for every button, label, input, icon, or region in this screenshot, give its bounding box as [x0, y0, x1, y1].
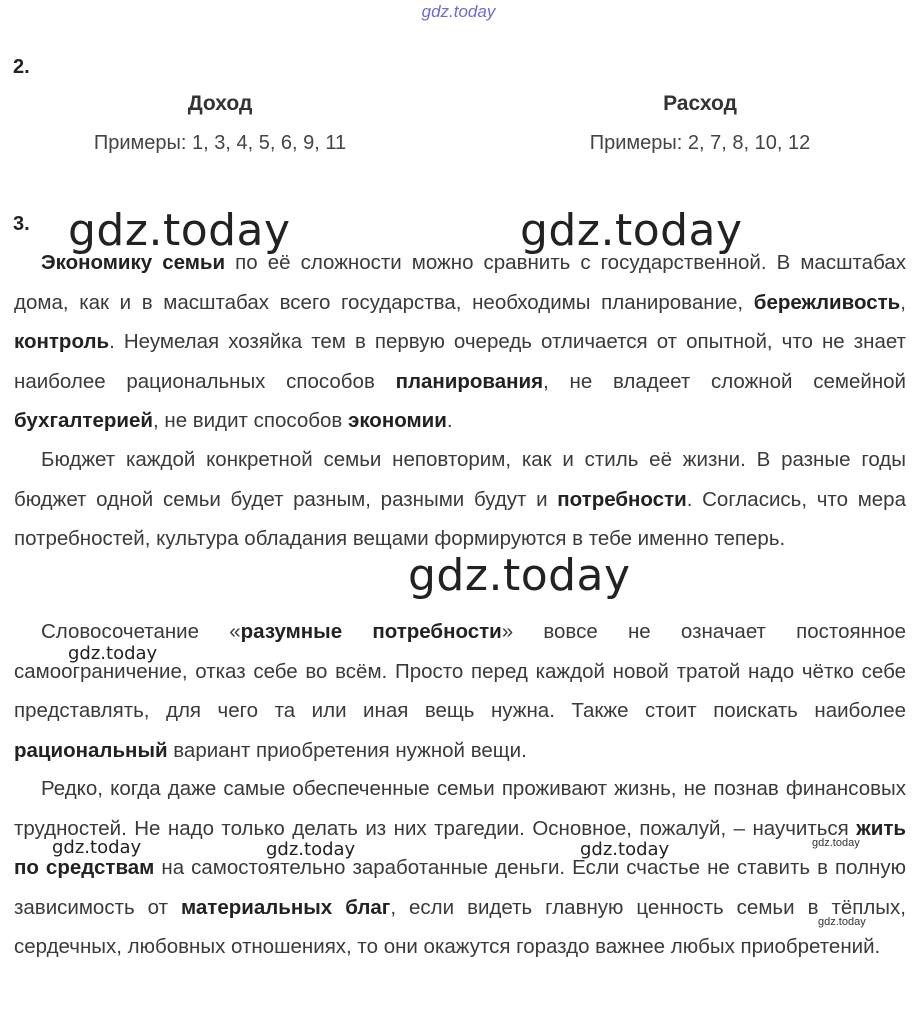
paragraph-3 [14, 612, 906, 770]
term-bookkeeping: бухгалтерией [14, 409, 153, 432]
expense-heading: Расход [663, 92, 737, 115]
expense-examples: Примеры: 2, 7, 8, 10, 12 [589, 132, 811, 154]
p3-text-a: Словосочетание « [41, 620, 241, 643]
term-thrift: бережливость [753, 290, 901, 314]
watermark-large-3: gdz.today [408, 550, 631, 601]
watermark-small-2: gdz.today [52, 837, 142, 858]
paragraph-4 [14, 769, 906, 967]
p3-text-c: » вовсе не означает постоянное самоограничение, отказ себе во всём. Просто перед каждой новой тратой надо чётко себе представлять, для чего та или иная вещь нужна. Также стоит поискать наиболее [14, 620, 907, 722]
term-economy: экономии [348, 409, 447, 432]
term-planning: планирования [395, 369, 544, 393]
section-3-number: 3. [13, 213, 30, 235]
section-2-number: 2. [13, 56, 30, 78]
term-family-economy: Экономику семьи [41, 251, 226, 274]
p3-text-e: вариант приобретения нужной вещи. [167, 738, 527, 762]
watermark-large-2: gdz.today [520, 205, 743, 256]
p4-text-c: на самостоятельно заработанные деньги. Если счастье не ставить в полную зависимость от [14, 856, 906, 919]
p2-text-c: . Согласись, что мера потребностей, культура обладания вещами формируются в тебе именно теперь. [14, 487, 906, 550]
p1-text-l: . [446, 409, 453, 432]
term-reasonable-needs: разумные потребности [240, 620, 502, 643]
term-needs: потребности [557, 487, 687, 511]
p2-text-a: Бюджет каждой конкретной семьи неповторим, как и стиль её жизни. В разные годы бюджет одной семьи будет разным, разными будут и [14, 448, 906, 511]
term-material-goods: материальных благ [181, 895, 391, 919]
income-column [70, 92, 370, 155]
p1-text-j: , не видит способов [152, 409, 348, 432]
term-live-within-means: жить по средствам [14, 816, 906, 879]
watermark-top: gdz.today [421, 2, 496, 21]
term-rational: рациональный [14, 738, 168, 762]
watermark-small-1: gdz.today [68, 643, 158, 664]
p4-text-e: , если видеть главную ценность семьи в тёплых, сердечных, любовных отношениях, то они окажутся гораздо важнее любых приобретений. [14, 895, 906, 958]
income-examples: Примеры: 1, 3, 4, 5, 6, 9, 11 [93, 132, 347, 154]
expense-column [560, 92, 840, 155]
p1-text-b: по её сложности можно сравнить с государственной. В масштабах дома, как и в масштабах всего государства, необходимы планирование, [14, 251, 907, 314]
watermark-tiny-2: gdz.today [818, 916, 866, 928]
watermark-small-4: gdz.today [580, 839, 670, 860]
watermark-tiny-1: gdz.today [812, 837, 860, 849]
income-heading: Доход [187, 92, 253, 115]
paragraph-1 [14, 243, 906, 441]
term-control: контроль [14, 330, 110, 353]
p4-text-a: Редко, когда даже самые обеспеченные семьи проживают жизнь, не познав финансовых трудностей. Не надо только делать из них трагедии. Основное, пожалуй, – научиться [14, 777, 906, 840]
p1-text-h: , не владеет сложной семейной [543, 369, 906, 393]
watermark-large-1: gdz.today [68, 205, 291, 256]
paragraph-2 [14, 440, 906, 559]
p1-text-d: , [900, 290, 906, 314]
p1-text-f: . Неумелая хозяйка тем в первую очередь отличается от опытной, что не знает наиболее рациональных способов [14, 330, 906, 393]
watermark-small-3: gdz.today [266, 839, 356, 860]
